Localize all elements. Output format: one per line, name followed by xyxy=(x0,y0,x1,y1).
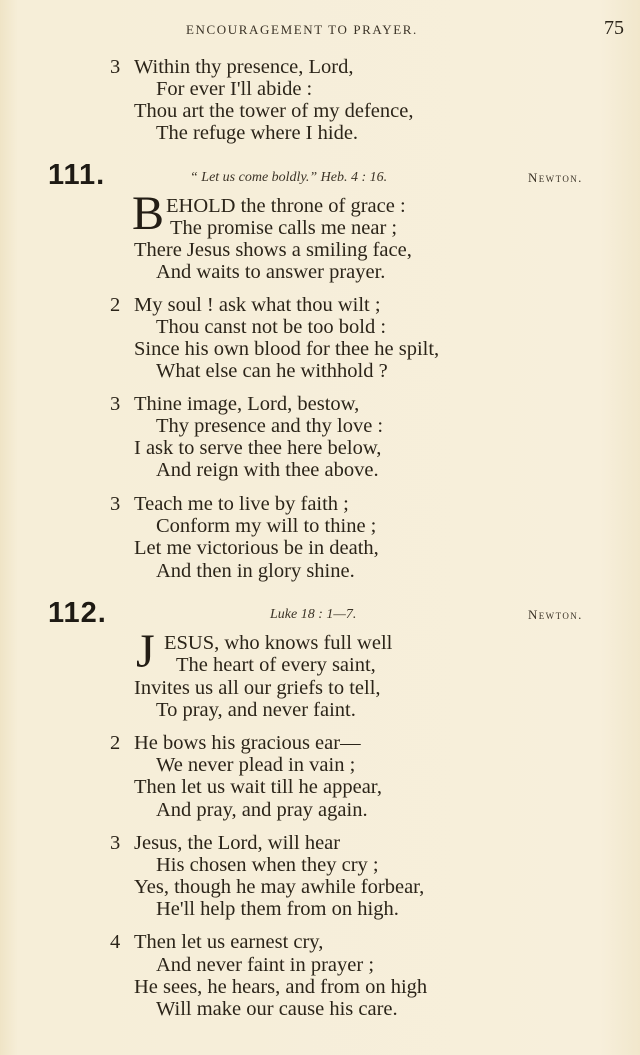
stanza-number: 2 xyxy=(110,732,121,754)
hymn-line: Then let us earnest cry, xyxy=(134,931,324,953)
hymn-line: ESUS, who knows full well xyxy=(164,632,393,654)
hymn-line: For ever I'll abide : xyxy=(156,78,313,100)
hymn-line: Invites us all our griefs to tell, xyxy=(134,677,381,699)
hymn-line: Will make our cause his care. xyxy=(156,998,398,1020)
hymn-line: And pray, and pray again. xyxy=(156,799,368,821)
page-header xyxy=(0,17,640,40)
hymn-line: Thy presence and thy love : xyxy=(156,415,384,437)
stanza-number: 3 xyxy=(110,56,121,78)
running-title: ENCOURAGEMENT TO PRAYER. xyxy=(186,22,418,37)
scripture-reference: Luke 18 : 1—7. xyxy=(270,607,357,622)
hymn-line: We never plead in vain ; xyxy=(156,754,356,776)
hymn-line: Jesus, the Lord, will hear xyxy=(134,832,341,854)
hymn-line: Thou art the tower of my defence, xyxy=(134,100,414,122)
hymn-line: There Jesus shows a smiling face, xyxy=(134,239,412,261)
stanza-number: 3 xyxy=(110,832,121,854)
hymn-line: Then let us wait till he appear, xyxy=(134,776,382,798)
hymn-line: The heart of every saint, xyxy=(176,654,376,676)
hymn-line: And then in glory shine. xyxy=(156,560,355,582)
hymn-line: My soul ! ask what thou wilt ; xyxy=(134,294,381,316)
hymn-number: 111. xyxy=(48,159,106,191)
hymn-line: He'll help them from on high. xyxy=(156,898,399,920)
hymn-line: He bows his gracious ear— xyxy=(134,732,361,754)
stanza-number: 4 xyxy=(110,931,121,953)
hymn-line: And never faint in prayer ; xyxy=(156,954,375,976)
hymn-line: And reign with thee above. xyxy=(156,459,379,481)
stanza-number: 3 xyxy=(110,393,121,415)
hymn-line: Teach me to live by faith ; xyxy=(134,493,349,515)
hymn-line: What else can he withhold ? xyxy=(156,360,388,382)
drop-cap: J xyxy=(136,625,155,678)
hymn-line: And waits to answer prayer. xyxy=(156,261,386,283)
stanza-number: 2 xyxy=(110,294,121,316)
hymn-line: He sees, he hears, and from on high xyxy=(134,976,428,998)
hymn-line: Let me victorious be in death, xyxy=(134,537,379,559)
drop-cap: B xyxy=(132,187,165,240)
hymn-number: 112. xyxy=(48,597,107,629)
hymn-line: Within thy presence, Lord, xyxy=(134,56,354,78)
hymn-author: Newton. xyxy=(528,607,583,622)
hymn-line: Yes, though he may awhile forbear, xyxy=(134,876,425,898)
hymn-line: To pray, and never faint. xyxy=(156,699,356,721)
hymn-author: Newton. xyxy=(528,170,583,185)
hymn-line: I ask to serve thee here below, xyxy=(134,437,382,459)
page-number: 75 xyxy=(604,17,624,39)
hymn-line: Conform my will to thine ; xyxy=(156,515,377,537)
hymn-line: The refuge where I hide. xyxy=(156,122,359,144)
hymn-line: His chosen when they cry ; xyxy=(156,854,379,876)
hymn-line: EHOLD the throne of grace : xyxy=(166,195,406,217)
hymn-line: Thine image, Lord, bestow, xyxy=(134,393,360,415)
hymn-line: The promise calls me near ; xyxy=(170,217,398,239)
scripture-reference: “ Let us come boldly.” Heb. 4 : 16. xyxy=(190,170,388,185)
hymn-line: Since his own blood for thee he spilt, xyxy=(134,338,440,360)
stanza-number: 3 xyxy=(110,493,121,515)
hymn-line: Thou canst not be too bold : xyxy=(156,316,387,338)
